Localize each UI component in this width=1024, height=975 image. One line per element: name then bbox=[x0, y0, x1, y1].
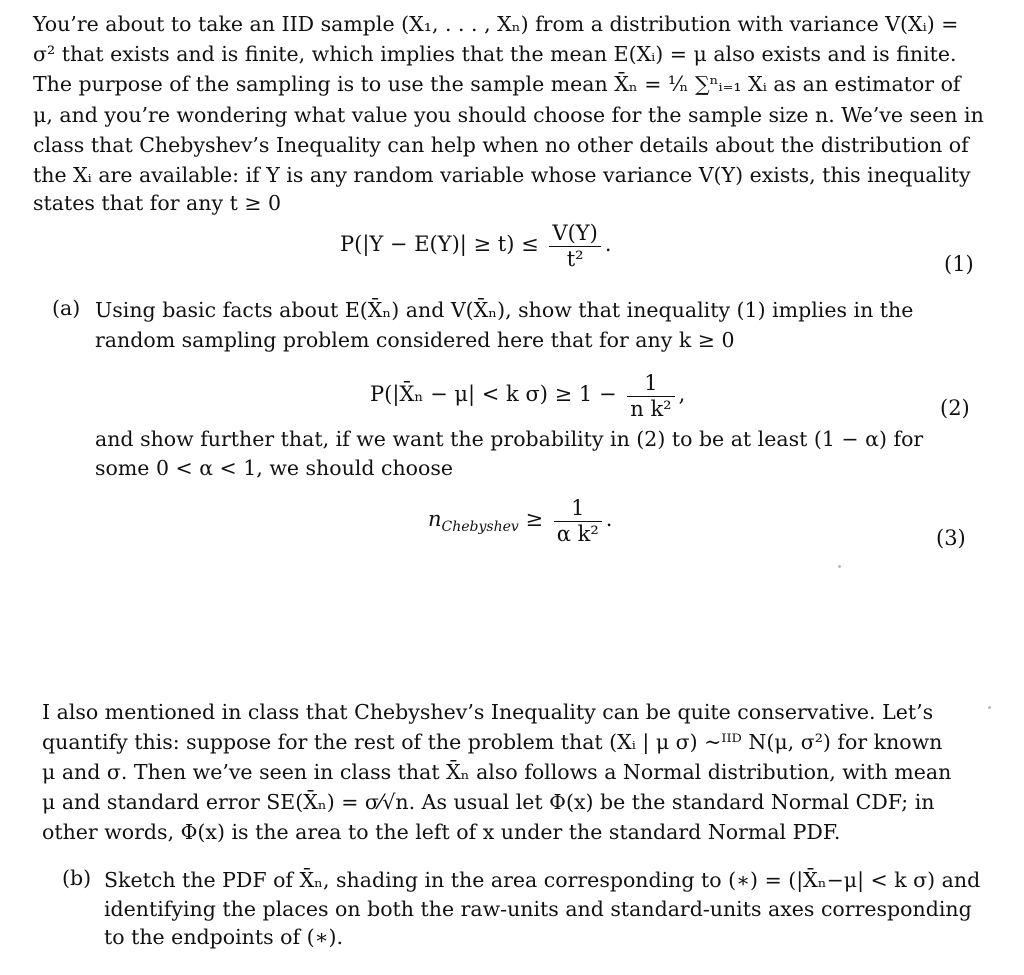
eq2-numerator: 1 bbox=[627, 370, 674, 397]
eq3-subscript: Chebyshev bbox=[441, 519, 519, 536]
eq2-number: (2) bbox=[940, 396, 970, 420]
part-b-line-3: to the endpoints of (∗). bbox=[104, 925, 344, 949]
eq3-number: (3) bbox=[936, 526, 966, 550]
eq3-n: n bbox=[428, 507, 442, 531]
equation-3 bbox=[428, 495, 612, 546]
scan-speck bbox=[838, 565, 841, 568]
intro-line-2: σ² that exists and is finite, which implies that the mean E(Xᵢ) = μ also exists and is finite. bbox=[33, 42, 957, 66]
eq1-fraction bbox=[549, 220, 600, 271]
eq3-fraction bbox=[554, 495, 602, 546]
part-a-line-2: random sampling problem considered here that for any k ≥ 0 bbox=[95, 328, 735, 352]
eq1-denominator: t² bbox=[566, 247, 584, 271]
second-line-2: quantify this: suppose for the rest of the problem that (Xᵢ | μ σ) ~ᴵᴵᴰ N(μ, σ²) for known bbox=[42, 730, 943, 754]
part-a-line-4: some 0 < α < 1, we should choose bbox=[95, 456, 454, 480]
eq3-relation: ≥ bbox=[525, 507, 544, 531]
intro-line-1: You’re about to take an IID sample (X₁, . . . , Xₙ) from a distribution with variance V(Xᵢ) = bbox=[33, 12, 959, 36]
intro-line-5: class that Chebyshev’s Inequality can help when no other details about the distribution of bbox=[33, 133, 969, 157]
second-line-3: μ and σ. Then we’ve seen in class that X̄ₙ also follows a Normal distribution, with mean bbox=[42, 760, 952, 784]
eq1-tail: . bbox=[604, 232, 612, 256]
eq2-fraction bbox=[627, 370, 674, 421]
part-a-label: (a) bbox=[52, 296, 81, 320]
eq2-tail: , bbox=[678, 382, 686, 406]
eq1-number: (1) bbox=[944, 252, 974, 276]
part-b-label: (b) bbox=[62, 866, 92, 890]
part-a-line-1: Using basic facts about E(X̄ₙ) and V(X̄ₙ), show that inequality (1) implies in the bbox=[95, 298, 914, 322]
eq3-tail: . bbox=[605, 507, 613, 531]
second-line-5: other words, Φ(x) is the area to the left of x under the standard Normal PDF. bbox=[42, 820, 841, 844]
eq1-numerator: V(Y) bbox=[549, 220, 600, 247]
second-line-1: I also mentioned in class that Chebyshev’s Inequality can be quite conservative. Let’s bbox=[42, 700, 934, 724]
intro-line-6: the Xᵢ are available: if Y is any random variable whose variance V(Y) exists, this inequality bbox=[33, 163, 971, 187]
intro-line-3: The purpose of the sampling is to use the sample mean X̄ₙ = ¹⁄ₙ ∑ⁿᵢ₌₁ Xᵢ as an estimator of bbox=[33, 72, 961, 96]
eq1-lhs: P(|Y − E(Y)| ≥ t) ≤ bbox=[340, 232, 539, 256]
equation-1 bbox=[340, 220, 612, 271]
eq2-lhs: P(|X̄ₙ − μ| < k σ) ≥ 1 − bbox=[370, 382, 617, 406]
eq3-denominator: α k² bbox=[556, 522, 599, 546]
part-a-line-3: and show further that, if we want the probability in (2) to be at least (1 − α) for bbox=[95, 427, 924, 451]
intro-line-4: μ, and you’re wondering what value you should choose for the sample size n. We’ve seen in bbox=[33, 103, 984, 127]
part-b-line-1: Sketch the PDF of X̄ₙ, shading in the area corresponding to (∗) = (|X̄ₙ−μ| < k σ) and bbox=[104, 868, 981, 892]
equation-2 bbox=[370, 370, 685, 421]
scan-speck bbox=[988, 706, 991, 709]
intro-line-7: states that for any t ≥ 0 bbox=[33, 191, 282, 215]
part-b-line-2: identifying the places on both the raw-units and standard-units axes corresponding bbox=[104, 897, 972, 921]
eq3-numerator: 1 bbox=[554, 495, 602, 522]
eq2-denominator: n k² bbox=[630, 397, 672, 421]
second-line-4: μ and standard error SE(X̄ₙ) = σ⁄√n. As usual let Φ(x) be the standard Normal CDF; in bbox=[42, 790, 935, 814]
